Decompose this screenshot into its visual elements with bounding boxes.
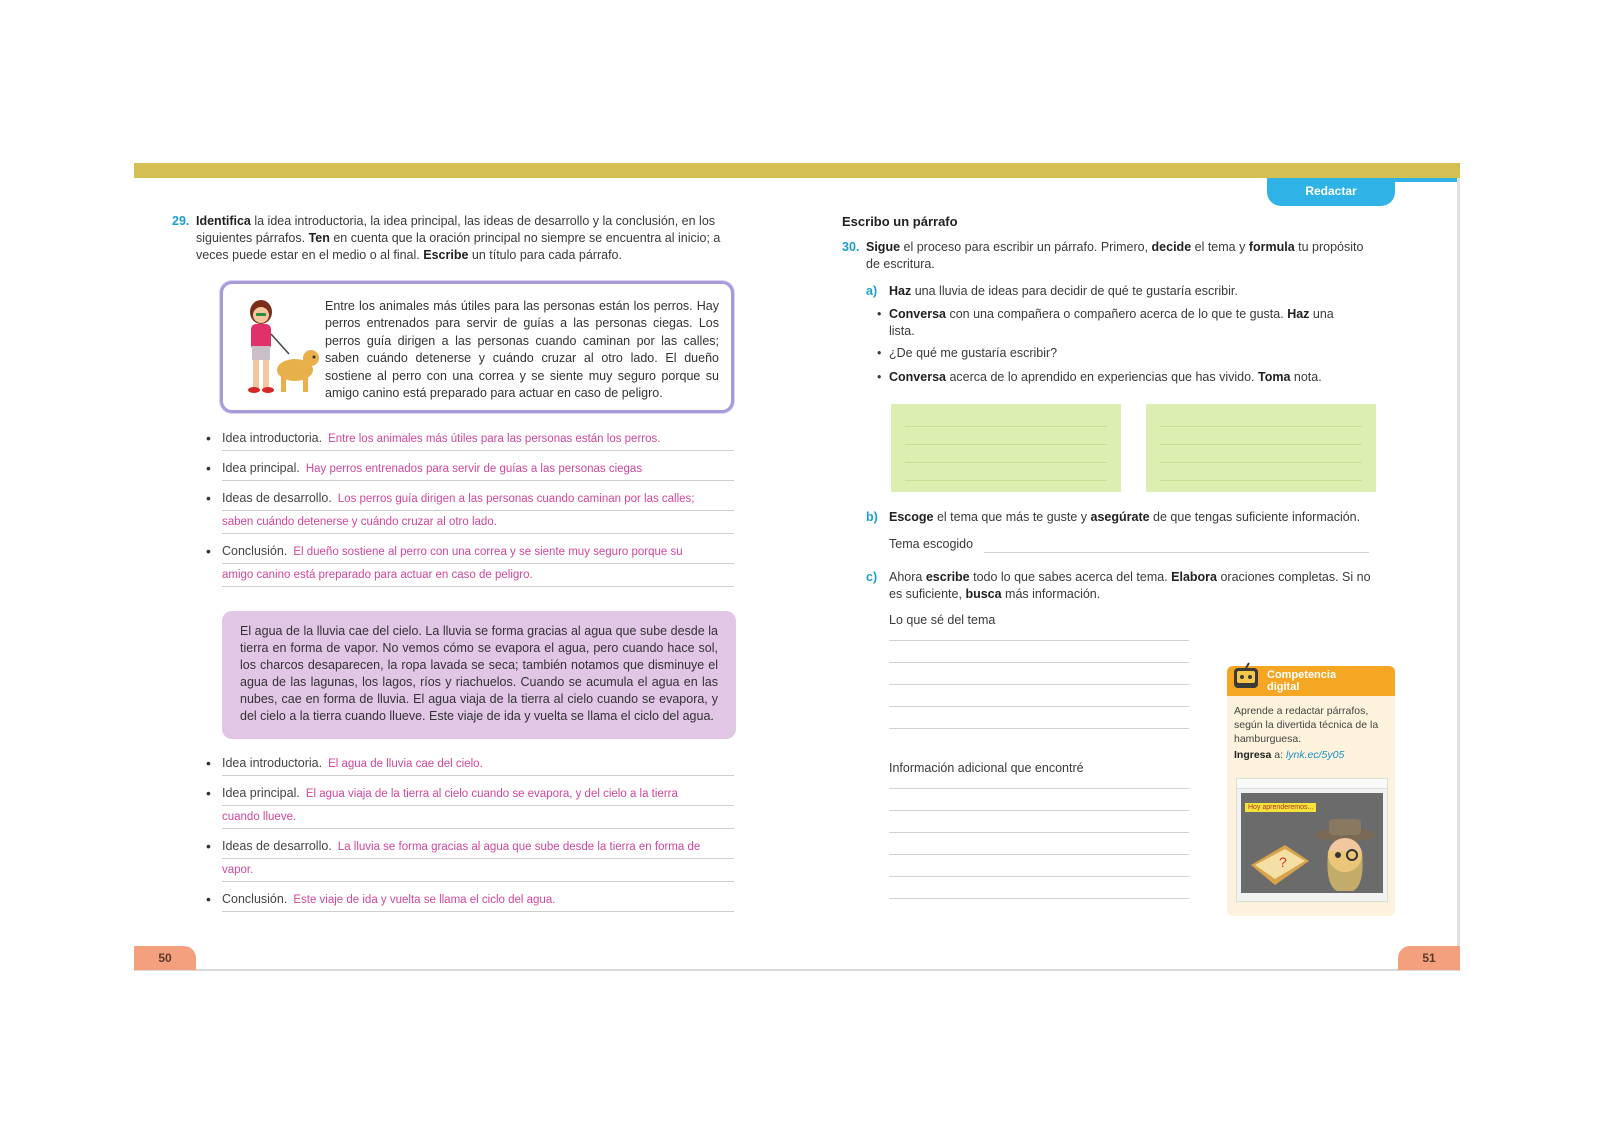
- exercise-30-instruction: [842, 239, 1372, 273]
- writing-line[interactable]: [889, 728, 1189, 729]
- card-body: [1234, 704, 1390, 762]
- bottom-divider: [134, 969, 1460, 971]
- bullet-text: ¿De qué me gustaría escribir?: [889, 346, 1058, 360]
- card-title-line: Competencia: [1267, 669, 1337, 681]
- verb-escoge: Escoge: [889, 510, 934, 524]
- lo-que-se-label: Lo que sé del tema: [889, 613, 996, 627]
- instruction-text: tu propósito de escritura.: [866, 240, 1364, 271]
- step-text: todo lo que sabes acerca del tema.: [969, 570, 1172, 584]
- answers-paragraph-1: [206, 428, 734, 587]
- answer-row[interactable]: • Ideas de desarrollo. La lluvia se forma gracias al agua que sube desde la tierra en forma de vapor.: [222, 836, 734, 882]
- top-color-bar: [134, 163, 1460, 178]
- verb-elabora: Elabora: [1171, 570, 1217, 584]
- step-a: [866, 283, 1369, 300]
- step-a-bullet: • ¿De qué me gustaría escribir?: [877, 346, 1058, 360]
- writing-line[interactable]: [889, 640, 1189, 641]
- writing-line[interactable]: [889, 898, 1189, 899]
- exercise-number: 29.: [172, 214, 190, 228]
- card-title-line: digital: [1267, 681, 1300, 693]
- brainstorm-box-1[interactable]: [891, 404, 1121, 492]
- bullet-text: una lista.: [889, 307, 1334, 338]
- verb-escribe: Escribe: [423, 248, 469, 262]
- detective-illustration: [1245, 815, 1381, 891]
- exercise-number: 30.: [842, 240, 860, 254]
- competencia-digital-card: [1227, 666, 1395, 916]
- card-title: [1267, 669, 1336, 693]
- step-text: Ahora: [889, 570, 926, 584]
- answer-row[interactable]: • Conclusión. Este viaje de ida y vuelta se llama el ciclo del agua.: [222, 889, 734, 912]
- instruction-text: la idea introductoria, la idea principal, las ideas de desarrollo y la conclusión, en los siguientes párrafos.: [196, 214, 716, 245]
- writing-line[interactable]: [889, 810, 1189, 811]
- section-tab-redactar[interactable]: Redactar: [1267, 178, 1395, 206]
- video-thumbnail[interactable]: [1236, 778, 1388, 902]
- verb-decide: decide: [1151, 240, 1192, 254]
- step-letter: b): [866, 510, 878, 524]
- verb-busca: busca: [965, 587, 1002, 601]
- verb-asegurate: asegúrate: [1090, 510, 1150, 524]
- verb-haz: Haz: [1287, 307, 1310, 321]
- answer-label: Ideas de desarrollo.: [222, 491, 332, 505]
- verb-identifica: Identifica: [196, 214, 251, 228]
- page-edge: [1457, 178, 1460, 971]
- bullet-text: nota.: [1290, 370, 1322, 384]
- step-text: el tema que más te guste y: [933, 510, 1091, 524]
- answer-label: Idea introductoria.: [222, 431, 323, 445]
- answer-label: Idea introductoria.: [222, 756, 323, 770]
- answer-row[interactable]: • Idea introductoria. Entre los animales más útiles para las personas están los perros.: [222, 428, 734, 451]
- info-adicional-label: Información adicional que encontré: [889, 761, 1084, 775]
- resource-link[interactable]: lynk.ec/5y05: [1285, 749, 1345, 761]
- tema-escogido-label: Tema escogido: [889, 537, 974, 551]
- answer-row[interactable]: • Idea introductoria. El agua de lluvia cae del cielo.: [222, 753, 734, 776]
- page-number-left: 50: [134, 946, 196, 970]
- handwritten-answer: cuando llueve.: [222, 811, 297, 823]
- card-description: Aprende a redactar párrafos, según la divertida técnica de la hamburguesa.: [1234, 705, 1379, 745]
- step-c: [866, 569, 1371, 603]
- writing-line[interactable]: [889, 706, 1189, 707]
- ingresa-text: a:: [1271, 749, 1286, 761]
- instruction-text: un título para cada párrafo.: [468, 248, 622, 262]
- exercise-29-instruction: [172, 213, 728, 264]
- step-text: de que tengas suficiente información.: [1149, 510, 1361, 524]
- verb-formula: formula: [1248, 240, 1295, 254]
- writing-line[interactable]: [889, 662, 1189, 663]
- step-text: oraciones completas. Si no es suficiente,: [889, 570, 1371, 601]
- answer-label: Conclusión.: [222, 892, 288, 906]
- writing-line[interactable]: [889, 788, 1189, 789]
- tema-escogido-line[interactable]: [984, 552, 1369, 553]
- handwritten-answer: El dueño sostiene al perro con una correa y se siente muy seguro porque su: [293, 546, 683, 558]
- handwritten-answer: El agua de lluvia cae del cielo.: [328, 758, 483, 770]
- ingresa-label: Ingresa: [1234, 749, 1272, 761]
- paragraph-text-1: Entre los animales más útiles para las personas están los perros. Hay perros entrenados para servir de guías a las personas ciegas. Los perros guía dirigen a las personas cuando caminan por las calles; saben cuándo detenerse y cuándo cruzar al otro lado. El dueño sostiene al perro con una correa y se siente muy seguro porque su amigo canino está preparado para actuar en caso de peligro.: [325, 299, 719, 401]
- video-banner: Hoy aprenderemos...: [1245, 803, 1316, 812]
- card-link-row: [1234, 748, 1390, 762]
- instruction-text: el proceso para escribir un párrafo. Primero,: [900, 240, 1152, 254]
- handwritten-answer: Los perros guía dirigen a las personas cuando caminan por las calles;: [337, 493, 695, 505]
- instruction-text: el tema y: [1191, 240, 1249, 254]
- handwritten-answer: Entre los animales más útiles para las personas están los perros.: [328, 433, 661, 445]
- writing-line[interactable]: [889, 854, 1189, 855]
- step-letter: c): [866, 570, 878, 584]
- step-text: una lluvia de ideas para decidir de qué te gustaría escribir.: [911, 284, 1238, 298]
- writing-line[interactable]: [889, 832, 1189, 833]
- answer-row[interactable]: • Conclusión. El dueño sostiene al perro con una correa y se siente muy seguro porque su amigo canino está preparado para actuar en caso de peligro.: [222, 541, 734, 587]
- instruction-text: en cuenta que la oración principal no siempre se encuentra al inicio; a veces puede estar en el medio o al final.: [196, 231, 721, 262]
- answer-label: Conclusión.: [222, 544, 288, 558]
- handwritten-answer: El agua viaja de la tierra al cielo cuando se evapora, y del cielo a la tierra: [305, 788, 678, 800]
- answer-row[interactable]: • Ideas de desarrollo. Los perros guía dirigen a las personas cuando caminan por las calles; saben cuándo detenerse y cuándo cruzar al otro lado.: [222, 488, 734, 534]
- bullet-text: acerca de lo aprendido en experiencias que has vivido.: [945, 370, 1258, 384]
- verb-conversa: Conversa: [889, 370, 946, 384]
- paragraph-box-agua: El agua de la lluvia cae del cielo. La lluvia se forma gracias al agua que sube desde la tierra en forma de vapor. No vemos cómo se evapora el agua, pero cuando hace sol, los charcos desaparecen, la ropa lavada se seca; también notamos que disminuye el agua de las lagunas, los lagos, ríos y riachuelos. Cuando se acumula el agua en las nubes, cae en forma de lluvia. El agua viaja de la tierra al cielo cuando se evapora, y del cielo a la tierra cuando llueve. Este viaje de ida y vuelta se llama el ciclo del agua.: [222, 611, 736, 739]
- answer-row[interactable]: • Idea principal. Hay perros entrenados para servir de guías a las personas ciegas: [222, 458, 734, 481]
- answer-row[interactable]: • Idea principal. El agua viaja de la tierra al cielo cuando se evapora, y del cielo a la tierra cuando llueve.: [222, 783, 734, 829]
- card-header: [1227, 666, 1395, 696]
- answer-label: Ideas de desarrollo.: [222, 839, 332, 853]
- step-letter: a): [866, 284, 878, 298]
- brainstorm-box-2[interactable]: [1146, 404, 1376, 492]
- answer-label: Idea principal.: [222, 786, 300, 800]
- handwritten-answer: Hay perros entrenados para servir de guías a las personas ciegas: [305, 463, 643, 475]
- handwritten-answer: Este viaje de ida y vuelta se llama el ciclo del agua.: [293, 894, 556, 906]
- step-text: más información.: [1001, 587, 1101, 601]
- verb-escribe: escribe: [925, 570, 970, 584]
- verb-toma: Toma: [1258, 370, 1291, 384]
- answer-label: Idea principal.: [222, 461, 300, 475]
- step-a-bullet: • Conversa con una compañera o compañero acerca de lo que te gusta. Haz una lista.: [877, 307, 1334, 338]
- writing-line[interactable]: [889, 684, 1189, 685]
- section-title: Escribo un párrafo: [842, 214, 958, 229]
- page-number-right: 51: [1398, 946, 1460, 970]
- verb-sigue: Sigue: [866, 240, 901, 254]
- verb-conversa: Conversa: [889, 307, 946, 321]
- handwritten-answer: amigo canino está preparado para actuar en caso de peligro.: [222, 569, 533, 581]
- verb-ten: Ten: [308, 231, 330, 245]
- robot-icon: [1231, 662, 1261, 692]
- answers-paragraph-2: [206, 753, 734, 912]
- bullet-text: con una compañera o compañero acerca de lo que te gusta.: [945, 307, 1288, 321]
- writing-line[interactable]: [889, 876, 1189, 877]
- step-b: [866, 509, 1379, 526]
- handwritten-answer: saben cuándo detenerse y cuándo cruzar al otro lado.: [222, 516, 497, 528]
- girl-with-guide-dog-illustration: [235, 298, 319, 400]
- illustration-credit: [732, 303, 742, 403]
- verb-haz: Haz: [889, 284, 912, 298]
- handwritten-answer: La lluvia se forma gracias al agua que sube desde la tierra en forma de: [337, 841, 701, 853]
- paragraph-box-perros: [220, 281, 734, 413]
- textbook-spread: [134, 163, 1460, 971]
- svg-text:?: ?: [1279, 854, 1287, 870]
- step-a-bullet: • Conversa acerca de lo aprendido en experiencias que has vivido. Toma nota.: [877, 370, 1322, 384]
- handwritten-answer: vapor.: [222, 864, 254, 876]
